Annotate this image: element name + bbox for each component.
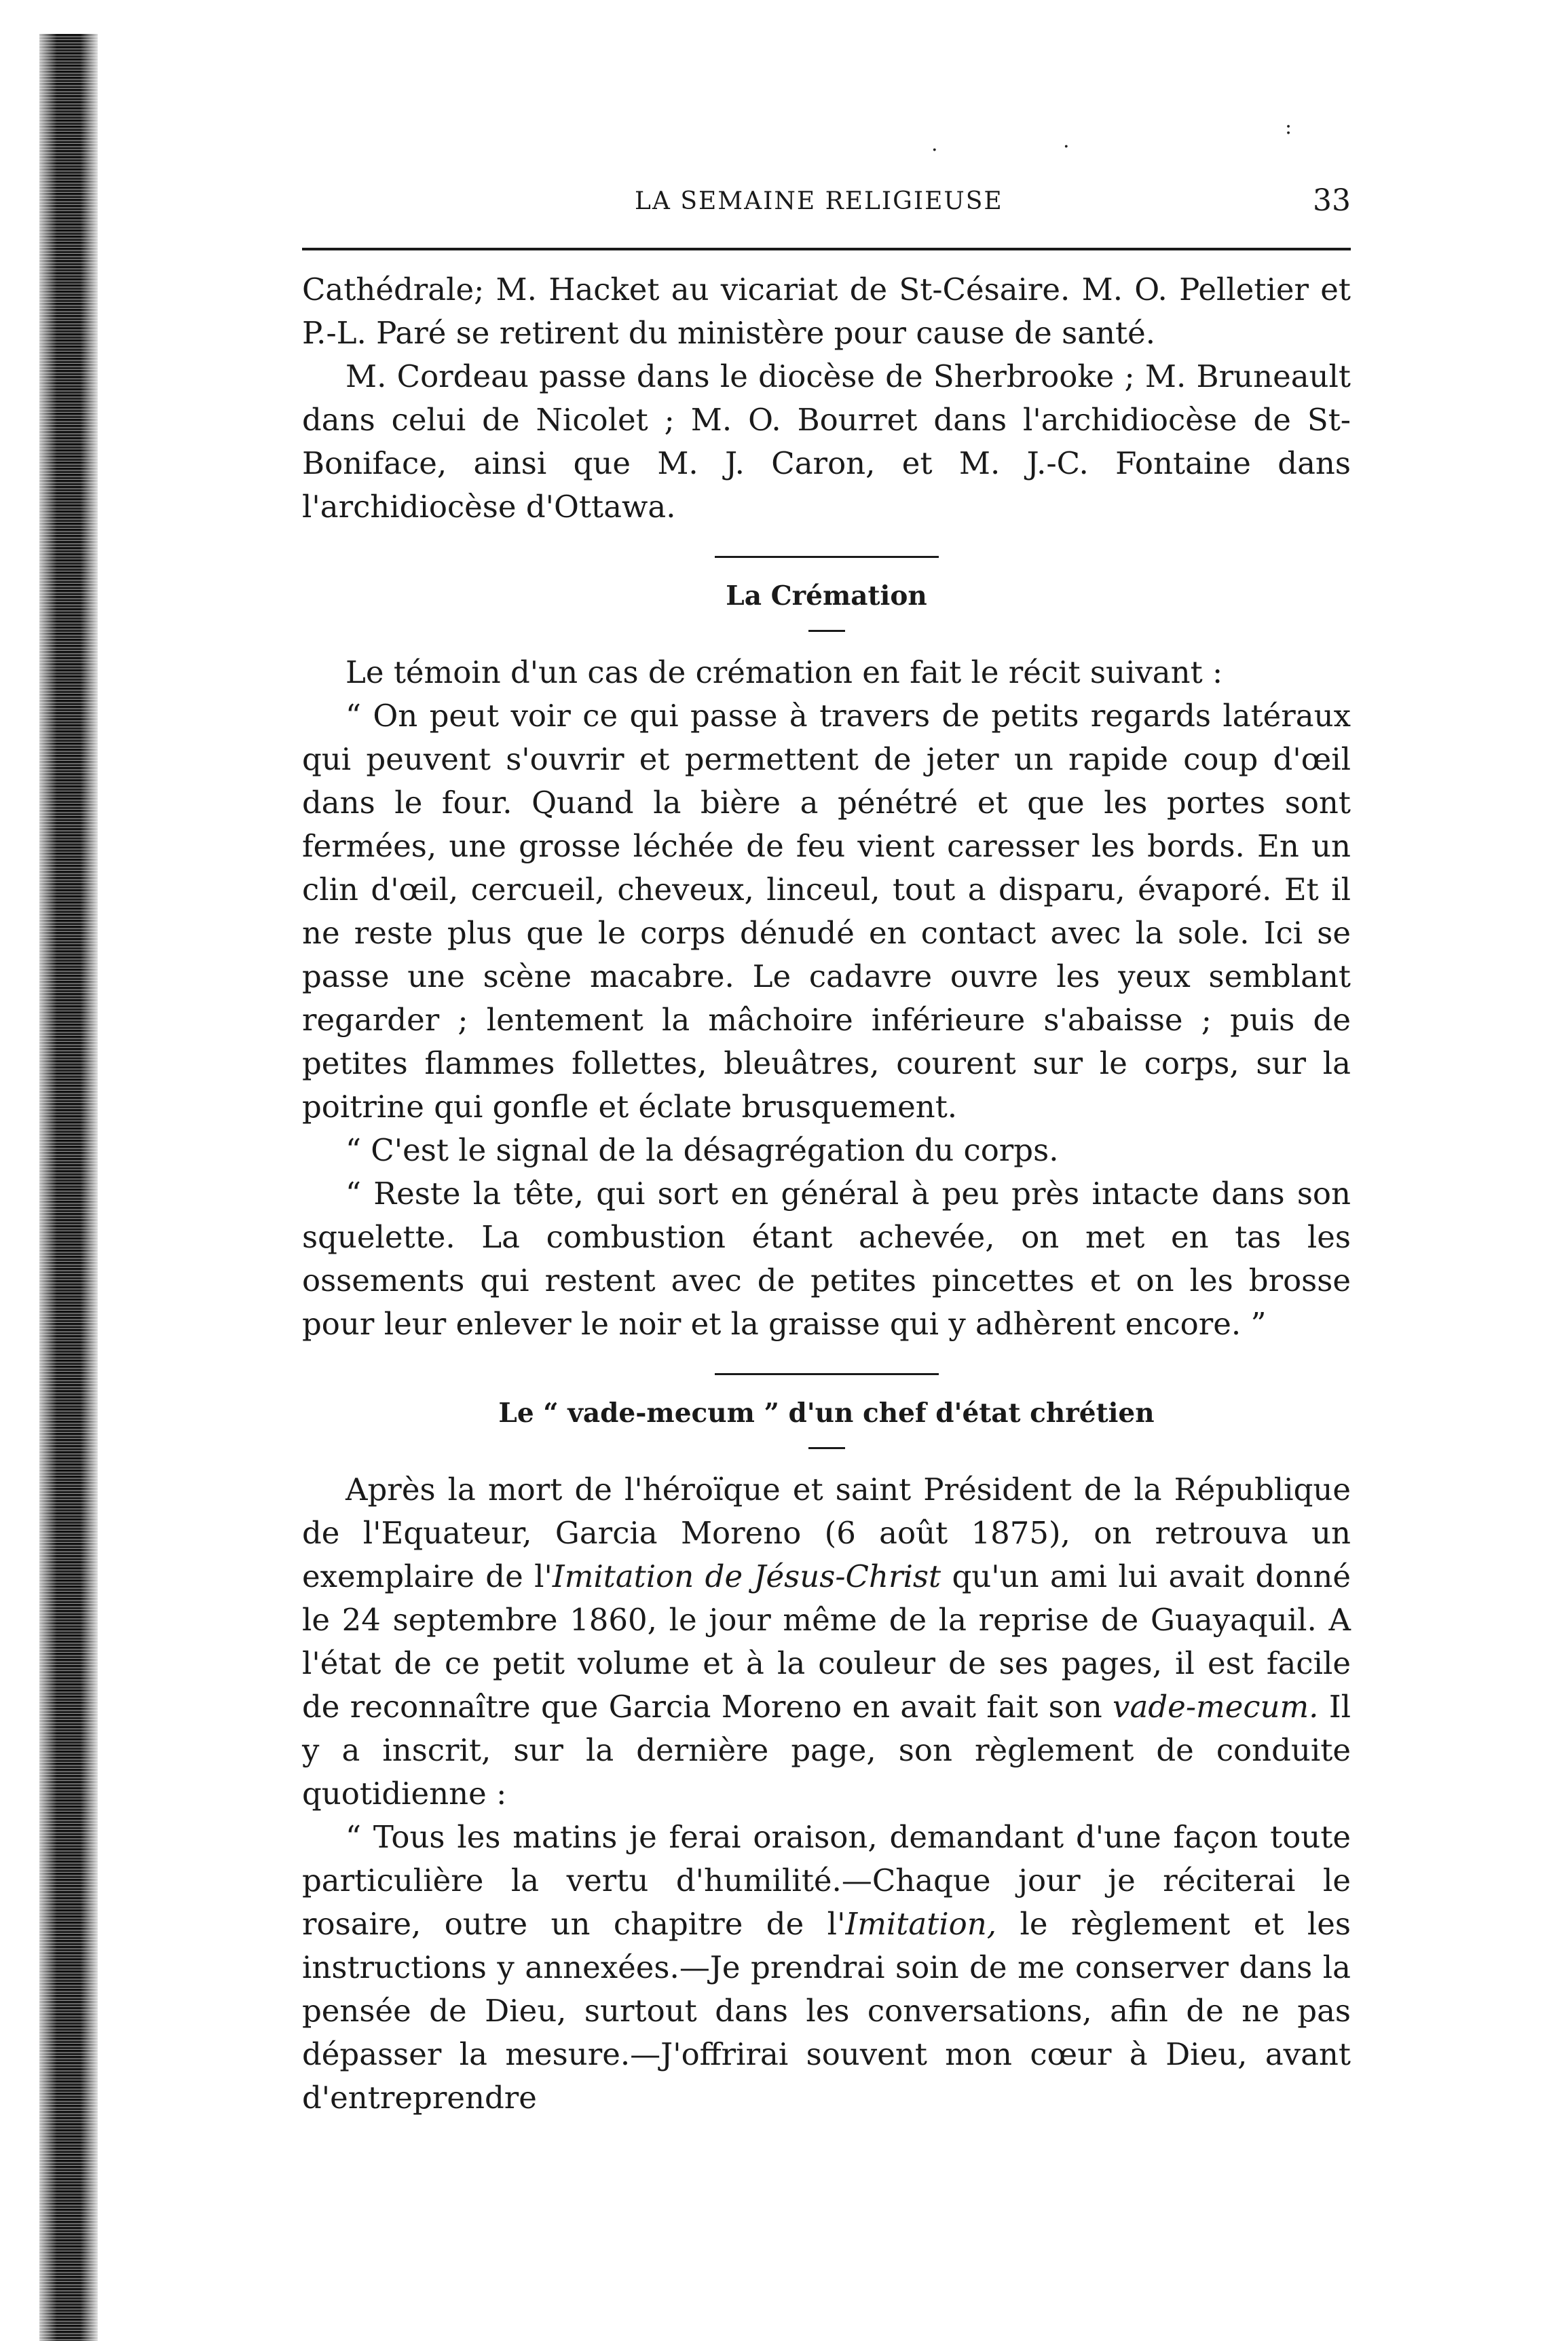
text-run: Il y a inscrit, sur la dernière page, son règlement de conduite quotidienne : xyxy=(302,1689,1351,1812)
paragraph: Cathédrale; M. Hacket au vicariat de St-Césaire. M. O. Pelletier et P.-L. Paré se retirent du ministère pour cause de santé. xyxy=(302,271,1351,351)
book-title: Imitation de Jésus-Christ xyxy=(552,1558,941,1594)
book-title: Imitation, xyxy=(845,1906,997,1942)
text-run: qu'un ami lui avait donné le 24 septembre 1860, le jour même de la reprise de Guayaquil. A l'état de ce petit volume et à la couleur de ses pages, il est facile de reconnaître que Garcia Moreno en avait fait son xyxy=(302,1558,1351,1725)
paragraph xyxy=(302,1468,1351,1816)
text-run: Après la mort de l'héroïque et saint Président de la République de l'Equateur, Garcia Moreno (6 août 1875), on retrouva un exemplaire de l' xyxy=(302,1472,1351,1594)
quote-paragraph: “ On peut voir ce qui passe à travers de petits regards latéraux qui peuvent s'ouvrir et permettent de jeter un rapide coup d'œil dans le four. Quand la bière a pénétré et que les portes sont fermées, une grosse léchée de feu vient caresser les bords. En un clin d'œil, cercueil, cheveux, linceul, tout a disparu, évaporé. Et il ne reste plus que le corps dénudé en contact avec la sole. Ici se passe une scène macabre. Le cadavre ouvre les yeux semblant regarder ; lentement la mâchoire inférieure s'abaisse ; puis de petites flammes follettes, bleuâtres, courent sur le corps, sur la poitrine qui gonfle et éclate brusquement. xyxy=(302,698,1351,1125)
section-separator xyxy=(715,1373,939,1375)
section-heading-cremation: La Crémation xyxy=(726,580,927,612)
quote-paragraph xyxy=(302,1816,1351,2120)
page-body xyxy=(302,268,1351,2120)
italic-term: vade-mecum. xyxy=(1113,1689,1319,1725)
quote-paragraph: “ Reste la tête, qui sort en général à peu près intacte dans son squelette. La combustion étant achevée, on met en tas les ossements qui restent avec de petites pincettes et on les brosse pour leur enlever le noir et la graisse qui y adhèrent encore. ” xyxy=(302,1176,1351,1342)
scan-speck: . xyxy=(1063,129,1070,153)
header-rule xyxy=(302,248,1351,250)
running-title: LA SEMAINE RELIGIEUSE xyxy=(635,187,1003,215)
paragraph: M. Cordeau passe dans le diocèse de Sherbrooke ; M. Bruneault dans celui de Nicolet ; M. O. Bourret dans l'archidiocèse de St-Boniface, ainsi que M. J. Caron, et M. J.-C. Fontaine dans l'archidiocèse d'Ottawa. xyxy=(302,358,1351,525)
heading-dash xyxy=(808,1447,845,1449)
section-separator xyxy=(715,556,939,558)
scan-speck: . xyxy=(931,132,938,156)
text-run: “ Tous les matins je ferai oraison, demandant d'une façon toute particulière la vertu d'humilité.—Chaque jour je réciterai le rosaire, outre un chapitre de l' xyxy=(302,1819,1351,1942)
section-heading-vade-mecum: Le “ vade-mecum ” d'un chef d'état chrétien xyxy=(498,1398,1155,1429)
scan-speck: : xyxy=(1285,115,1292,139)
heading-dash xyxy=(808,630,845,632)
quote-paragraph: “ C'est le signal de la désagrégation du corps. xyxy=(346,1132,1059,1168)
page-number: 33 xyxy=(1313,183,1351,218)
binding-edge xyxy=(39,34,98,2341)
paragraph: Le témoin d'un cas de crémation en fait le récit suivant : xyxy=(346,654,1223,690)
page-header xyxy=(302,183,1351,224)
text-run: le règlement et les instructions y annexées.—Je prendrai soin de me conserver dans la pensée de Dieu, surtout dans les conversations, afin de ne pas dépasser la mesure.—J'offrirai souvent mon cœur à Dieu, avant d'entreprendre xyxy=(302,1906,1351,2116)
